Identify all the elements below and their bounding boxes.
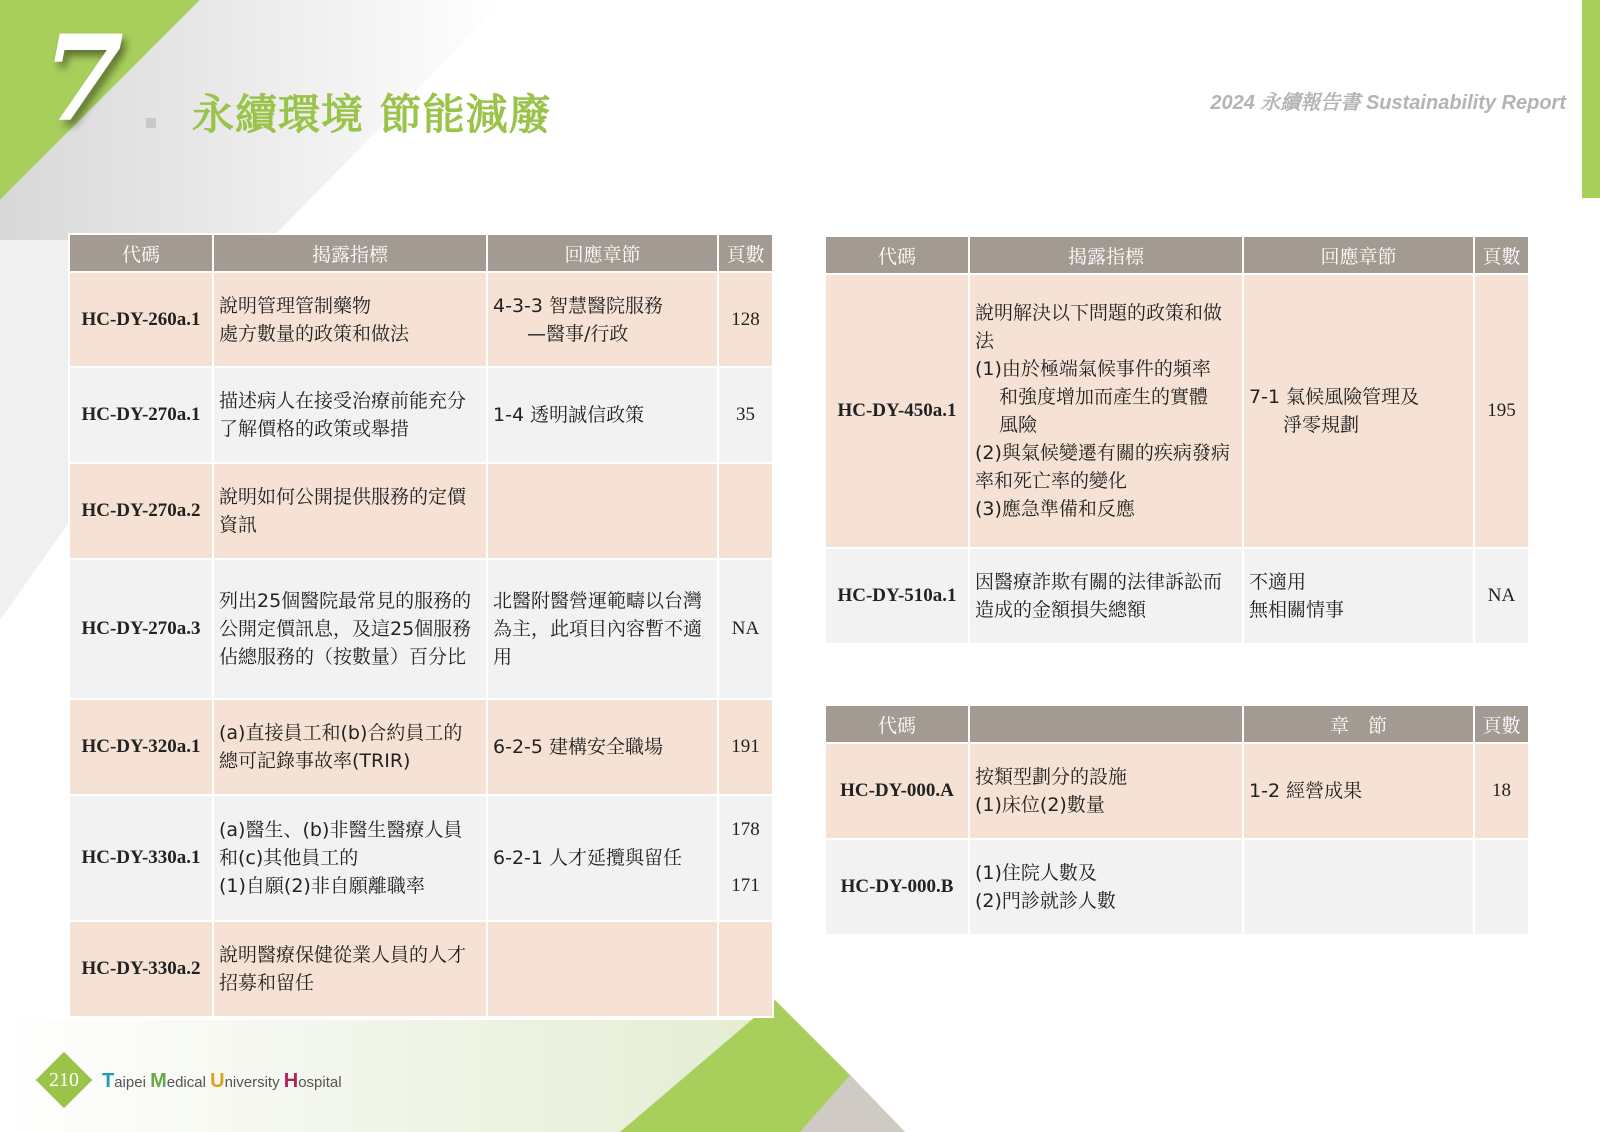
indicator-cell xyxy=(969,274,1243,548)
indicator-cell xyxy=(969,743,1243,839)
chapter-cell xyxy=(487,463,718,559)
indicator-intro: 說明解決以下問題的政策和做法 xyxy=(975,302,1223,352)
code-cell: HC-DY-320a.1 xyxy=(69,699,213,795)
chapter-line: 7-1 氣候風險管理及 xyxy=(1249,386,1420,408)
table-row xyxy=(69,921,773,1017)
code-cell: HC-DY-270a.1 xyxy=(69,367,213,463)
page-cell: 18 xyxy=(1474,743,1529,839)
page-cell xyxy=(718,921,773,1017)
page-cell: NA xyxy=(718,559,773,699)
indicator-line: 說明管理管制藥物 xyxy=(219,294,372,317)
hospital-initial: H xyxy=(283,1070,299,1092)
sasb-table-left xyxy=(68,233,774,1018)
code-cell: HC-DY-450a.1 xyxy=(825,274,969,548)
page-cell: 195 xyxy=(1474,274,1529,548)
indicator-cell xyxy=(213,795,487,921)
col-header-page: 頁數 xyxy=(1474,236,1529,274)
indicator-cell: (a)直接員工和(b)合約員工的總可記錄事故率(TRIR) xyxy=(213,699,487,795)
hospital-logo-text xyxy=(102,1070,342,1093)
col-header-code: 代碼 xyxy=(825,236,969,274)
indicator-line: (1)由於極端氣候事件的頻率 xyxy=(975,358,1211,380)
indicator-cell xyxy=(213,272,487,367)
page-cell: 191 xyxy=(718,699,773,795)
page-cell: 35 xyxy=(718,367,773,463)
code-cell: HC-DY-000.B xyxy=(825,839,969,935)
chapter-number: 7 xyxy=(42,9,125,148)
hospital-word: edical xyxy=(166,1074,211,1091)
table-row xyxy=(825,548,1529,644)
col-header-indicator: 揭露指標 xyxy=(969,236,1243,274)
table-row xyxy=(69,795,773,921)
code-cell: HC-DY-260a.1 xyxy=(69,272,213,367)
chapter-line: 4-3-3 智慧醫院服務 xyxy=(493,294,664,317)
hospital-word: ospital xyxy=(298,1074,342,1091)
col-header-code: 代碼 xyxy=(825,705,969,743)
page-value: 171 xyxy=(731,875,760,896)
table-row xyxy=(69,463,773,559)
indicator-line: (a)醫生、(b)非醫生醫療人員 xyxy=(219,819,463,841)
page-cell: NA xyxy=(1474,548,1529,644)
col-header-indicator xyxy=(969,705,1243,743)
chapter-title: 永續環境 節能減廢 xyxy=(192,90,552,139)
code-cell: HC-DY-000.A xyxy=(825,743,969,839)
chapter-cell xyxy=(1243,839,1474,935)
indicator-cell: 因醫療詐欺有關的法律訴訟而造成的金額損失總額 xyxy=(969,548,1243,644)
table-row xyxy=(69,272,773,367)
indicator-line: (2)門診就診人數 xyxy=(975,890,1116,912)
indicator-line: 風險 xyxy=(999,414,1038,436)
page-cell: 128 xyxy=(718,272,773,367)
indicator-line: (2)與氣候變遷有關的疾病發病率和死亡率的變化 xyxy=(975,442,1230,492)
chapter-cell: 1-2 經營成果 xyxy=(1243,743,1474,839)
indicator-cell: 說明醫療保健從業人員的人才招募和留任 xyxy=(213,921,487,1017)
sasb-table-right-bottom xyxy=(824,704,1530,936)
indicator-line: (1)自願(2)非自願離職率 xyxy=(219,875,425,897)
indicator-cell: 描述病人在接受治療前能充分了解價格的政策或舉措 xyxy=(213,367,487,463)
page-value: 178 xyxy=(731,819,760,840)
page-cell xyxy=(718,463,773,559)
indicator-line: (3)應急準備和反應 xyxy=(975,498,1135,520)
chapter-cell xyxy=(487,921,718,1017)
chapter-line: —醫事/行政 xyxy=(527,322,629,345)
report-title: 2024 永續報告書 Sustainability Report xyxy=(1210,92,1566,114)
col-header-chapter: 回應章節 xyxy=(487,234,718,272)
hospital-word: aipei xyxy=(114,1074,151,1091)
code-cell: HC-DY-270a.2 xyxy=(69,463,213,559)
col-header-page: 頁數 xyxy=(1474,705,1529,743)
indicator-line: (1)住院人數及 xyxy=(975,862,1097,884)
chapter-cell: 6-2-5 建構安全職場 xyxy=(487,699,718,795)
chapter-cell xyxy=(487,272,718,367)
col-header-page: 頁數 xyxy=(718,234,773,272)
indicator-line: 和(c)其他員工的 xyxy=(219,847,359,869)
table-row xyxy=(69,699,773,795)
col-header-code: 代碼 xyxy=(69,234,213,272)
indicator-line: 和強度增加而產生的實體 xyxy=(999,386,1209,408)
col-header-indicator: 揭露指標 xyxy=(213,234,487,272)
page-number: 210 xyxy=(49,1069,79,1091)
hospital-word: niversity xyxy=(224,1074,284,1091)
indicator-line: (1)床位(2)數量 xyxy=(975,794,1105,816)
indicator-line: 按類型劃分的設施 xyxy=(975,766,1128,788)
sasb-table-right-top xyxy=(824,235,1530,645)
edge-accent-bar xyxy=(1582,0,1600,198)
table-row xyxy=(69,367,773,463)
code-cell: HC-DY-330a.2 xyxy=(69,921,213,1017)
table-row xyxy=(825,743,1529,839)
chapter-line: 無相關情事 xyxy=(1249,599,1345,621)
chapter-cell: 6-2-1 人才延攬與留任 xyxy=(487,795,718,921)
indicator-line: 處方數量的政策和做法 xyxy=(219,322,410,345)
table-row xyxy=(69,559,773,699)
indicator-cell: 說明如何公開提供服務的定價資訊 xyxy=(213,463,487,559)
chapter-cell: 北醫附醫營運範疇以台灣為主，此項目內容暫不適用 xyxy=(487,559,718,699)
col-header-chapter: 章 節 xyxy=(1243,705,1474,743)
hospital-initial: M xyxy=(150,1070,167,1092)
indicator-cell xyxy=(969,839,1243,935)
chapter-line: 不適用 xyxy=(1249,571,1307,593)
hospital-initial: T xyxy=(102,1070,115,1092)
hospital-initial: U xyxy=(210,1070,225,1092)
page-cell xyxy=(1474,839,1529,935)
chapter-cell xyxy=(1243,274,1474,548)
chapter-cell xyxy=(1243,548,1474,644)
code-cell: HC-DY-510a.1 xyxy=(825,548,969,644)
chapter-number-dot xyxy=(146,118,156,128)
chapter-line: 淨零規劃 xyxy=(1283,414,1360,436)
table-row xyxy=(825,274,1529,548)
code-cell: HC-DY-270a.3 xyxy=(69,559,213,699)
page-cell xyxy=(718,795,773,921)
code-cell: HC-DY-330a.1 xyxy=(69,795,213,921)
table-row xyxy=(825,839,1529,935)
chapter-cell: 1-4 透明誠信政策 xyxy=(487,367,718,463)
indicator-cell: 列出25個醫院最常見的服務的公開定價訊息，及這25個服務佔總服務的（按數量）百分比 xyxy=(213,559,487,699)
col-header-chapter: 回應章節 xyxy=(1243,236,1474,274)
